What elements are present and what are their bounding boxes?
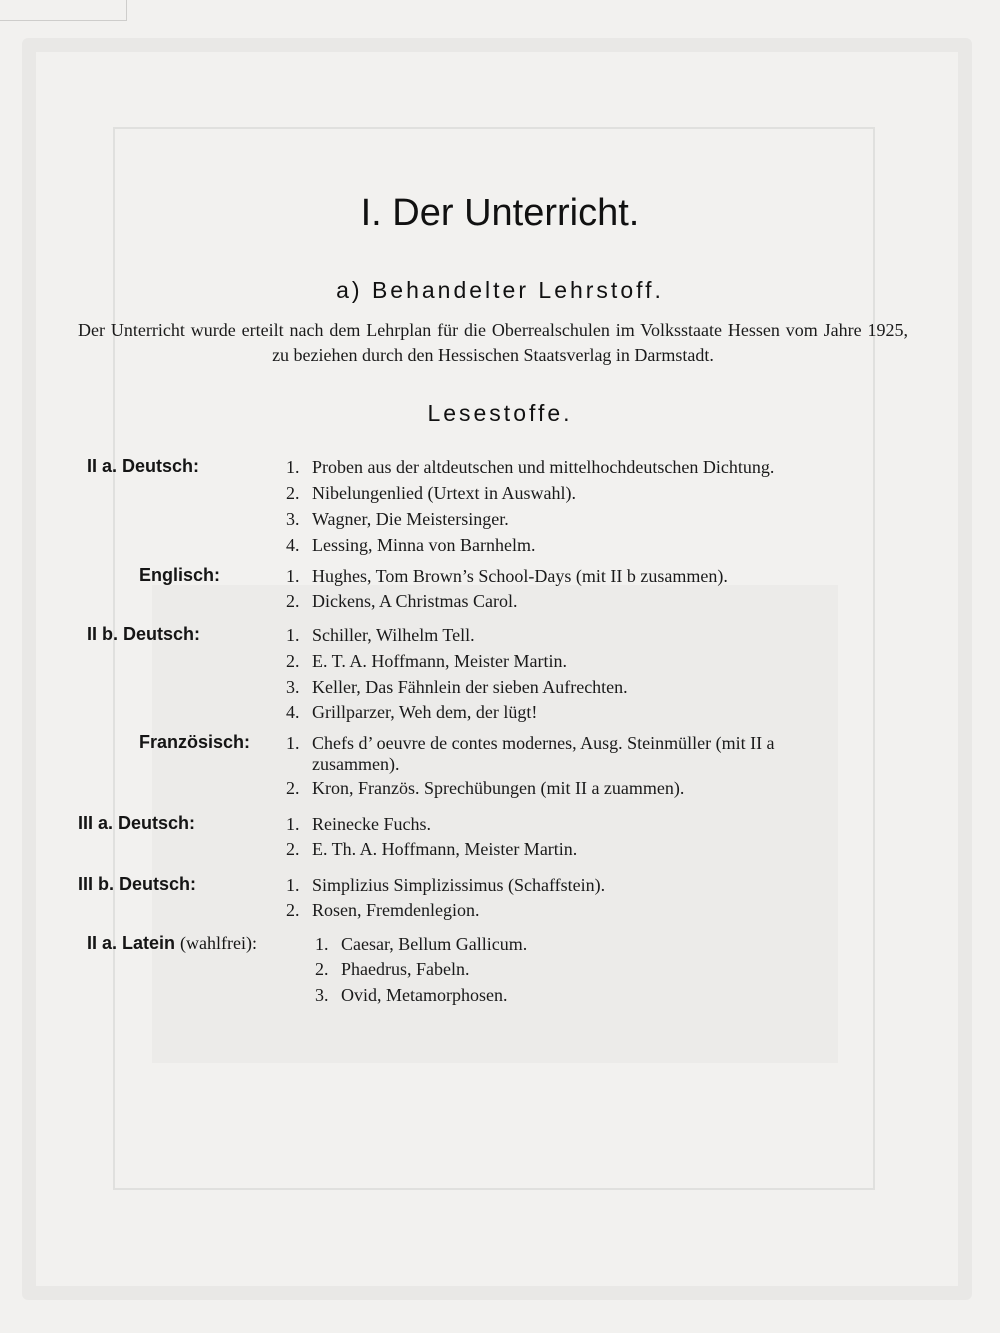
list-item: 3. Wagner, Die Meistersinger. bbox=[286, 509, 509, 529]
list-item-continuation: zusammen). bbox=[312, 754, 400, 774]
list-item: 1. Hughes, Tom Brown’s School-Days (mit II b zusammen). bbox=[286, 566, 728, 586]
group-label: II b. Deutsch: bbox=[87, 624, 201, 644]
group-label: II a. Deutsch: bbox=[87, 456, 200, 476]
group-label: Französisch: bbox=[139, 732, 251, 752]
list-item: 2. Nibelungenlied (Urtext in Auswahl). bbox=[286, 483, 576, 503]
corner-stamp bbox=[0, 0, 127, 21]
list-item: 2. E. T. A. Hoffmann, Meister Martin. bbox=[286, 651, 567, 671]
list-item: 1. Reinecke Fuchs. bbox=[286, 814, 431, 834]
list-item: 3. Ovid, Metamorphosen. bbox=[315, 985, 508, 1005]
list-item: 4. Grillparzer, Weh dem, der lügt! bbox=[286, 702, 538, 722]
subtitle: a) Behandelter Lehrstoff. bbox=[336, 277, 664, 303]
list-item: 4. Lessing, Minna von Barnhelm. bbox=[286, 535, 536, 555]
section-heading: Lesestoffe. bbox=[427, 400, 573, 426]
list-item: 2. Phaedrus, Fabeln. bbox=[315, 959, 470, 979]
group-label: III b. Deutsch: bbox=[78, 874, 197, 894]
group-label: II a. Latein (wahlfrei): bbox=[87, 933, 258, 953]
intro-paragraph: Der Unterricht wurde erteilt nach dem Lehrplan für die Oberrealschulen im Volksstaate Hessen vom Jahre 1925, zu beziehen durch den Hessischen Staatsverlag in Darmstadt. bbox=[78, 320, 908, 365]
list-item: 2. Kron, Französ. Sprechübungen (mit II a zuammen). bbox=[286, 778, 685, 798]
list-item: 1. Schiller, Wilhelm Tell. bbox=[286, 625, 475, 645]
group-label: III a. Deutsch: bbox=[78, 813, 196, 833]
list-item: 3. Keller, Das Fähnlein der sieben Aufrechten. bbox=[286, 677, 628, 697]
page-title: I. Der Unterricht. bbox=[360, 192, 640, 234]
list-item: 1. Chefs d’ oeuvre de contes modernes, Ausg. Steinmüller (mit II a bbox=[286, 733, 775, 753]
list-item: 1. Caesar, Bellum Gallicum. bbox=[315, 934, 528, 954]
list-item: 2. E. Th. A. Hoffmann, Meister Martin. bbox=[286, 839, 578, 859]
list-item: 2. Rosen, Fremdenlegion. bbox=[286, 900, 480, 920]
list-item: 1. Proben aus der altdeutschen und mittelhochdeutschen Dichtung. bbox=[286, 457, 775, 477]
list-item: 2. Dickens, A Christmas Carol. bbox=[286, 591, 518, 611]
group-label: Englisch: bbox=[139, 565, 221, 585]
list-item: 1. Simplizius Simplizissimus (Schaffstein). bbox=[286, 875, 606, 895]
